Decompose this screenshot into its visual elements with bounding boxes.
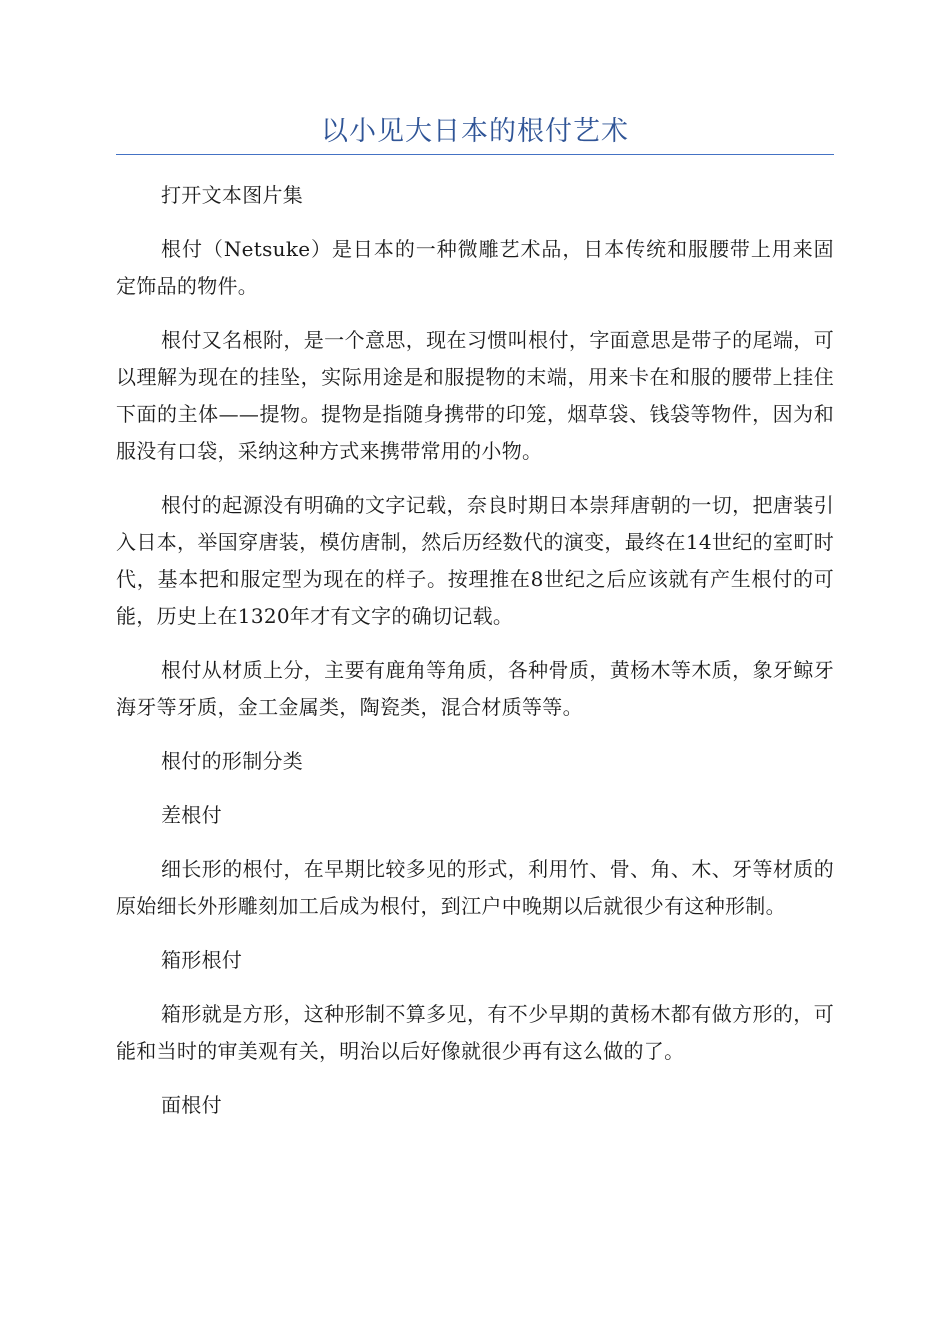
subheading-box-netsuke: 箱形根付	[161, 948, 243, 972]
subheading-sashi-netsuke: 差根付	[161, 803, 222, 827]
paragraph-sashi-netsuke: 细长形的根付，在早期比较多见的形式，利用竹、骨、角、木、牙等材质的原始细长外形雕刻加工后成为根付，到江户中晚期以后就很少有这种形制。	[116, 857, 834, 918]
subheading-mask-netsuke: 面根付	[161, 1093, 222, 1117]
paragraph-box-netsuke: 箱形就是方形，这种形制不算多见，有不少早期的黄杨木都有做方形的，可能和当时的审美观有关，明治以后好像就很少再有这么做的了。	[116, 1002, 834, 1063]
section-heading-forms: 根付的形制分类	[161, 749, 304, 773]
paragraph-meaning: 根付又名根附，是一个意思，现在习惯叫根付，字面意思是带子的尾端，可以理解为现在的挂坠，实际用途是和服提物的末端，用来卡在和服的腰带上挂住下面的主体——提物。提物是指随身携带的印笼，烟草袋、钱袋等物件，因为和服没有口袋，采纳这种方式来携带常用的小物。	[116, 328, 834, 463]
paragraph-definition: 根付（Netsuke）是日本的一种微雕艺术品，日本传统和服腰带上用来固定饰品的物件。	[116, 237, 834, 298]
paragraph-intro-link: 打开文本图片集	[161, 183, 304, 207]
document-title: 以小见大日本的根付艺术	[321, 116, 629, 147]
paragraph-materials: 根付从材质上分，主要有鹿角等角质，各种骨质，黄杨木等木质，象牙鲸牙海牙等牙质，金工金属类，陶瓷类，混合材质等等。	[116, 658, 834, 719]
paragraph-origin: 根付的起源没有明确的文字记载，奈良时期日本崇拜唐朝的一切，把唐装引入日本，举国穿唐装，模仿唐制，然后历经数代的演变，最终在14世纪的室町时代，基本把和服定型为现在的样子。按理推在8世纪之后应该就有产生根付的可能，历史上在1320年才有文字的确切记载。	[116, 493, 834, 628]
document-body	[116, 177, 834, 1141]
title-underline	[116, 154, 834, 155]
